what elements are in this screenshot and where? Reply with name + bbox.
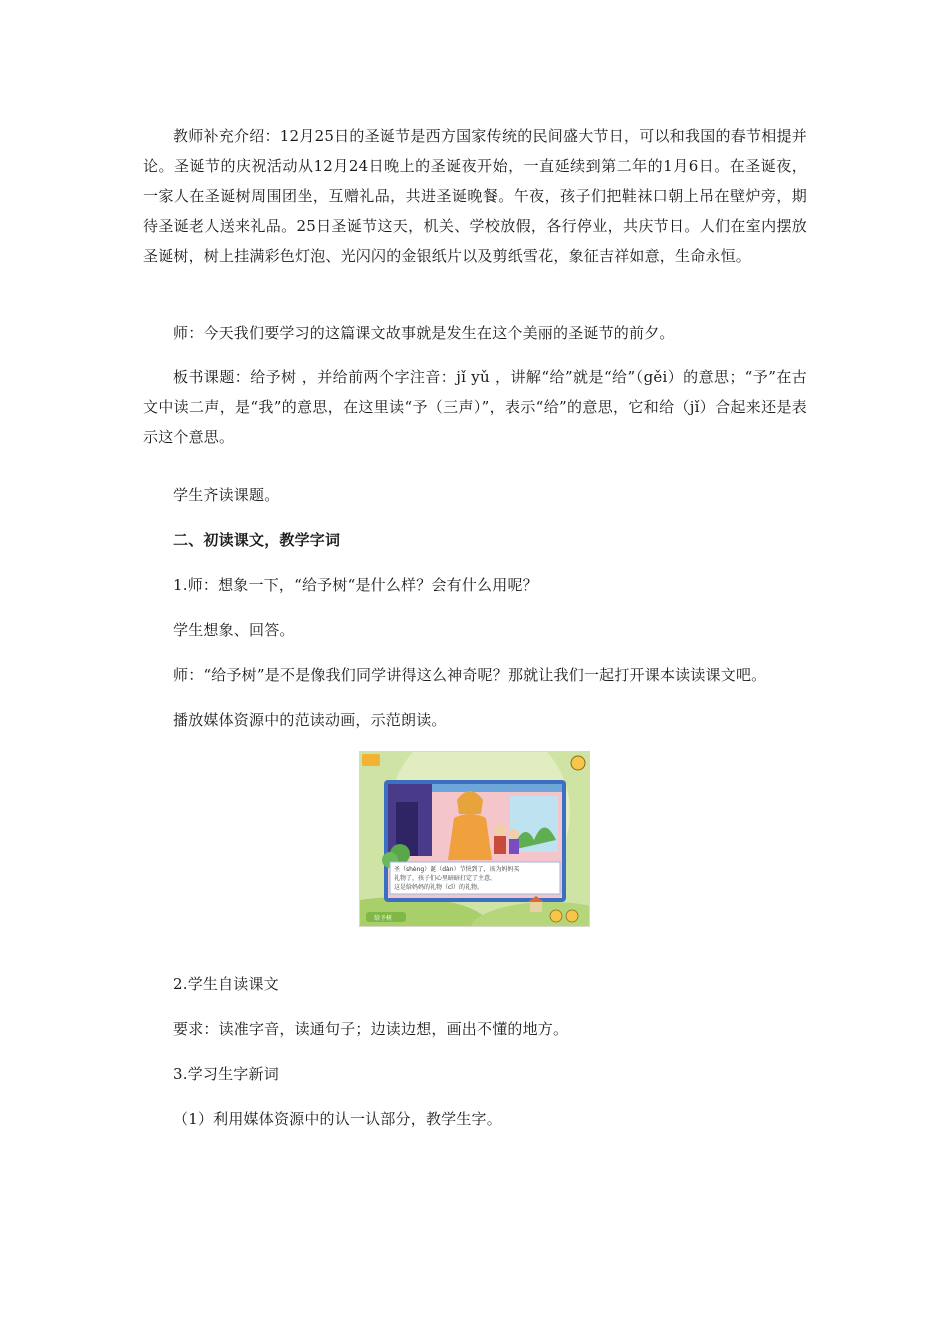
media-illustration	[360, 752, 589, 926]
section-heading: 二、初读课文，教学字词	[173, 531, 341, 549]
media-caption-line1: 圣（shèng）诞（dàn）节快到了，该为妈妈买	[394, 866, 520, 873]
logo-icon	[362, 754, 380, 766]
paragraph-answer: 学生想象、回答。	[173, 621, 295, 639]
paragraph-recognize: （1）利用媒体资源中的认一认部分，教学生字。	[173, 1110, 502, 1128]
sound-icon	[571, 756, 585, 770]
paragraph-learn-words: 3.学习生字新词	[173, 1065, 279, 1083]
prev-icon	[550, 910, 562, 922]
paragraph-read-title: 学生齐读课题。	[173, 486, 280, 504]
paragraph-christmas-intro: 教师补充介绍：12月25日的圣诞节是西方国家传统的民间盛大节日，可以和我国的春节相提并论。圣诞节的庆祝活动从12月24日晚上的圣诞夜开始，一直延续到第二年的1月6日。在圣诞夜，一家人在圣诞树周围团坐，互赠礼品，共进圣诞晚餐。午夜，孩子们把鞋袜口朝上吊在壁炉旁，期待圣诞老人送来礼品。25日圣诞节这天，机关、学校放假，各行停业，共庆节日。人们在室内摆放圣诞树，树上挂满彩色灯泡、光闪闪的金银纸片以及剪纸雪花，象征吉祥如意，生命永恒。	[143, 127, 807, 265]
paragraph-open-book: 师：“给予树”是不是像我们同学讲得这么神奇呢？那就让我们一起打开课本读读课文吧。	[173, 666, 767, 684]
paragraph-requirement: 要求：读准字音，读通句子；边读边想，画出不懂的地方。	[173, 1020, 569, 1038]
media-bottom-label: 给予树	[374, 915, 393, 922]
media-screenshot	[359, 751, 590, 927]
paragraph-play-media: 播放媒体资源中的范读动画，示范朗读。	[173, 711, 447, 729]
paragraph-teacher-intro: 师：今天我们要学习的这篇课文故事就是发生在这个美丽的圣诞节的前夕。	[173, 324, 675, 342]
paragraph-imagine: 1.师：想象一下，“给予树“是什么样？会有什么用呢？	[173, 576, 538, 594]
paragraph-self-read: 2.学生自读课文	[173, 975, 279, 993]
media-caption-line2: 礼物了，孩子们心里暗暗打定了主意，	[394, 875, 497, 882]
media-caption-line3: 这是给妈妈的礼物（cǐ）的礼物。	[394, 884, 483, 891]
next-icon	[566, 910, 578, 922]
paragraph-blackboard-title: 板书课题：给予树 ，并给前两个字注音：jǐ yǔ ，讲解“给”就是“给”（gěi）的意思；“予”在古文中读二声，是“我”的意思，在这里读“予（三声）”，表示“给”的意思，它和给（jǐ）合起来还是表示这个意思。	[143, 368, 807, 446]
